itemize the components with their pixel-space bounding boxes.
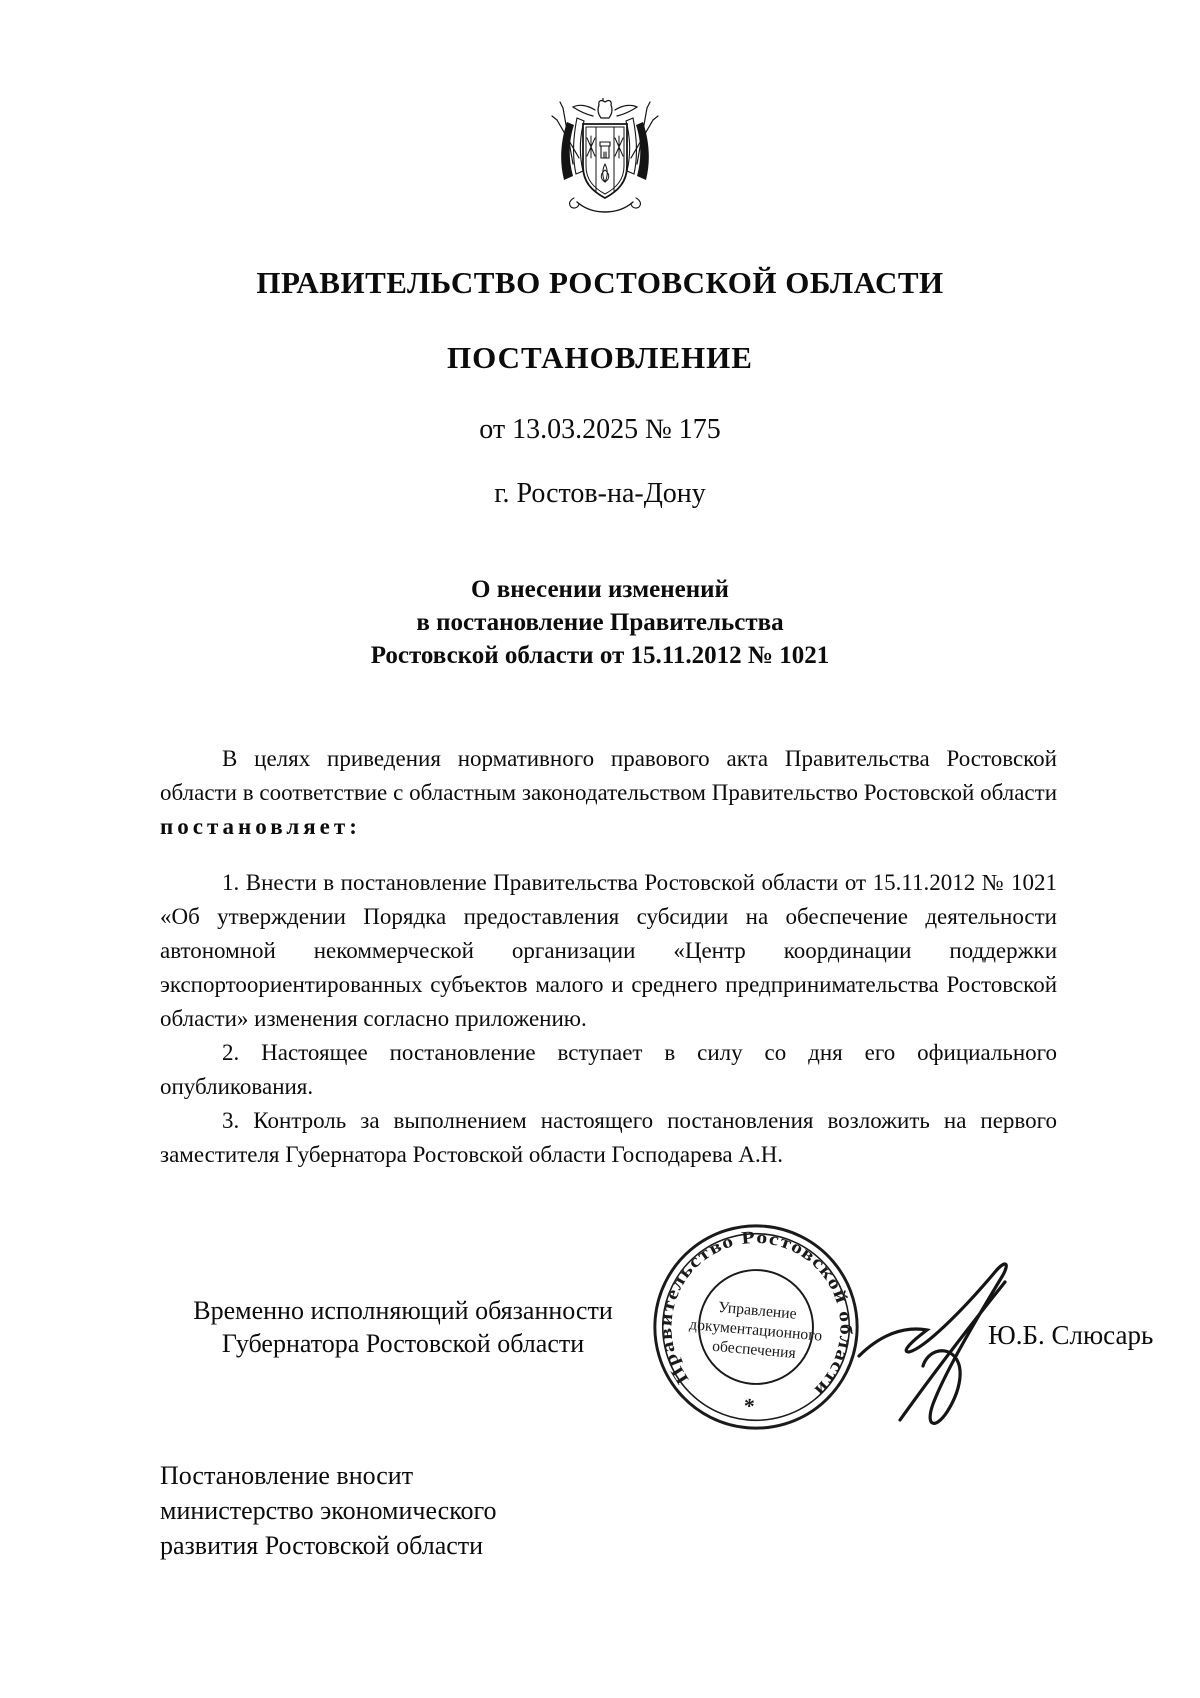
intro-paragraph (160, 742, 1057, 844)
stamp-ring-label: Правительство Ростовской области (655, 1226, 857, 1400)
body-item-1: 1. Внести в постановление Правительства Ростовской области от 15.11.2012 № 1021 «Об утверждении Порядка предоставления субсидии на обеспечение деятельности автономной некоммерческой организации «Центр координации поддержки экспортоориентированных субъектов малого и среднего предпринимательства Ростовской области» изменения согласно приложению. (160, 870, 1057, 1031)
doc-body (160, 742, 1057, 1172)
rostov-oblast-coat-of-arms-icon (543, 98, 667, 230)
doc-city: г. Ростов-на-Дону (494, 478, 706, 509)
intro-text: В целях приведения нормативного правового акта Правительства Ростовской области в соответствие с областным законодательством Правительство Ростовской области (160, 746, 1057, 805)
signer-position-line: Временно исполняющий обязанности (193, 1296, 613, 1325)
org-title: ПРАВИТЕЛЬСТВО РОСТОВСКОЙ ОБЛАСТИ (256, 265, 944, 300)
doc-type-title: ПОСТАНОВЛЕНИЕ (447, 340, 753, 375)
signer-position-line: Губернатора Ростовской области (221, 1329, 585, 1358)
stamp-center-line: обеспечения (711, 1337, 797, 1363)
submitted-by-block (160, 1458, 680, 1563)
subject-line: в постановление Правительства (416, 609, 784, 636)
stamp-center-line: Управление (717, 1298, 798, 1323)
submitted-by-line: Постановление вносит (160, 1461, 414, 1490)
submitted-by-line: министерство экономического (160, 1496, 497, 1525)
submitted-by-line: развития Ростовской области (160, 1531, 484, 1560)
signer-position (168, 1294, 638, 1360)
body-item-2: 2. Настоящее постановление вступает в силу со дня его официального опубликования. (160, 1040, 1057, 1099)
round-stamp (648, 1219, 864, 1435)
stamp-center-line: документационного (688, 1316, 823, 1345)
stamp-star: * (742, 1393, 756, 1419)
body-item-3: 3. Контроль за выполнением настоящего постановления возложить на первого заместителя Губернатора Ростовской области Господарева А.Н. (160, 1108, 1057, 1167)
doc-subject (0, 573, 1200, 672)
intro-resolves-word: постановляет: (160, 814, 361, 839)
signer-name: Ю.Б. Слюсарь (988, 1320, 1154, 1350)
subject-line: О внесении изменений (471, 576, 729, 603)
subject-line: Ростовской области от 15.11.2012 № 1021 (370, 642, 830, 669)
doc-date-number: от 13.03.2025 № 175 (479, 414, 721, 445)
